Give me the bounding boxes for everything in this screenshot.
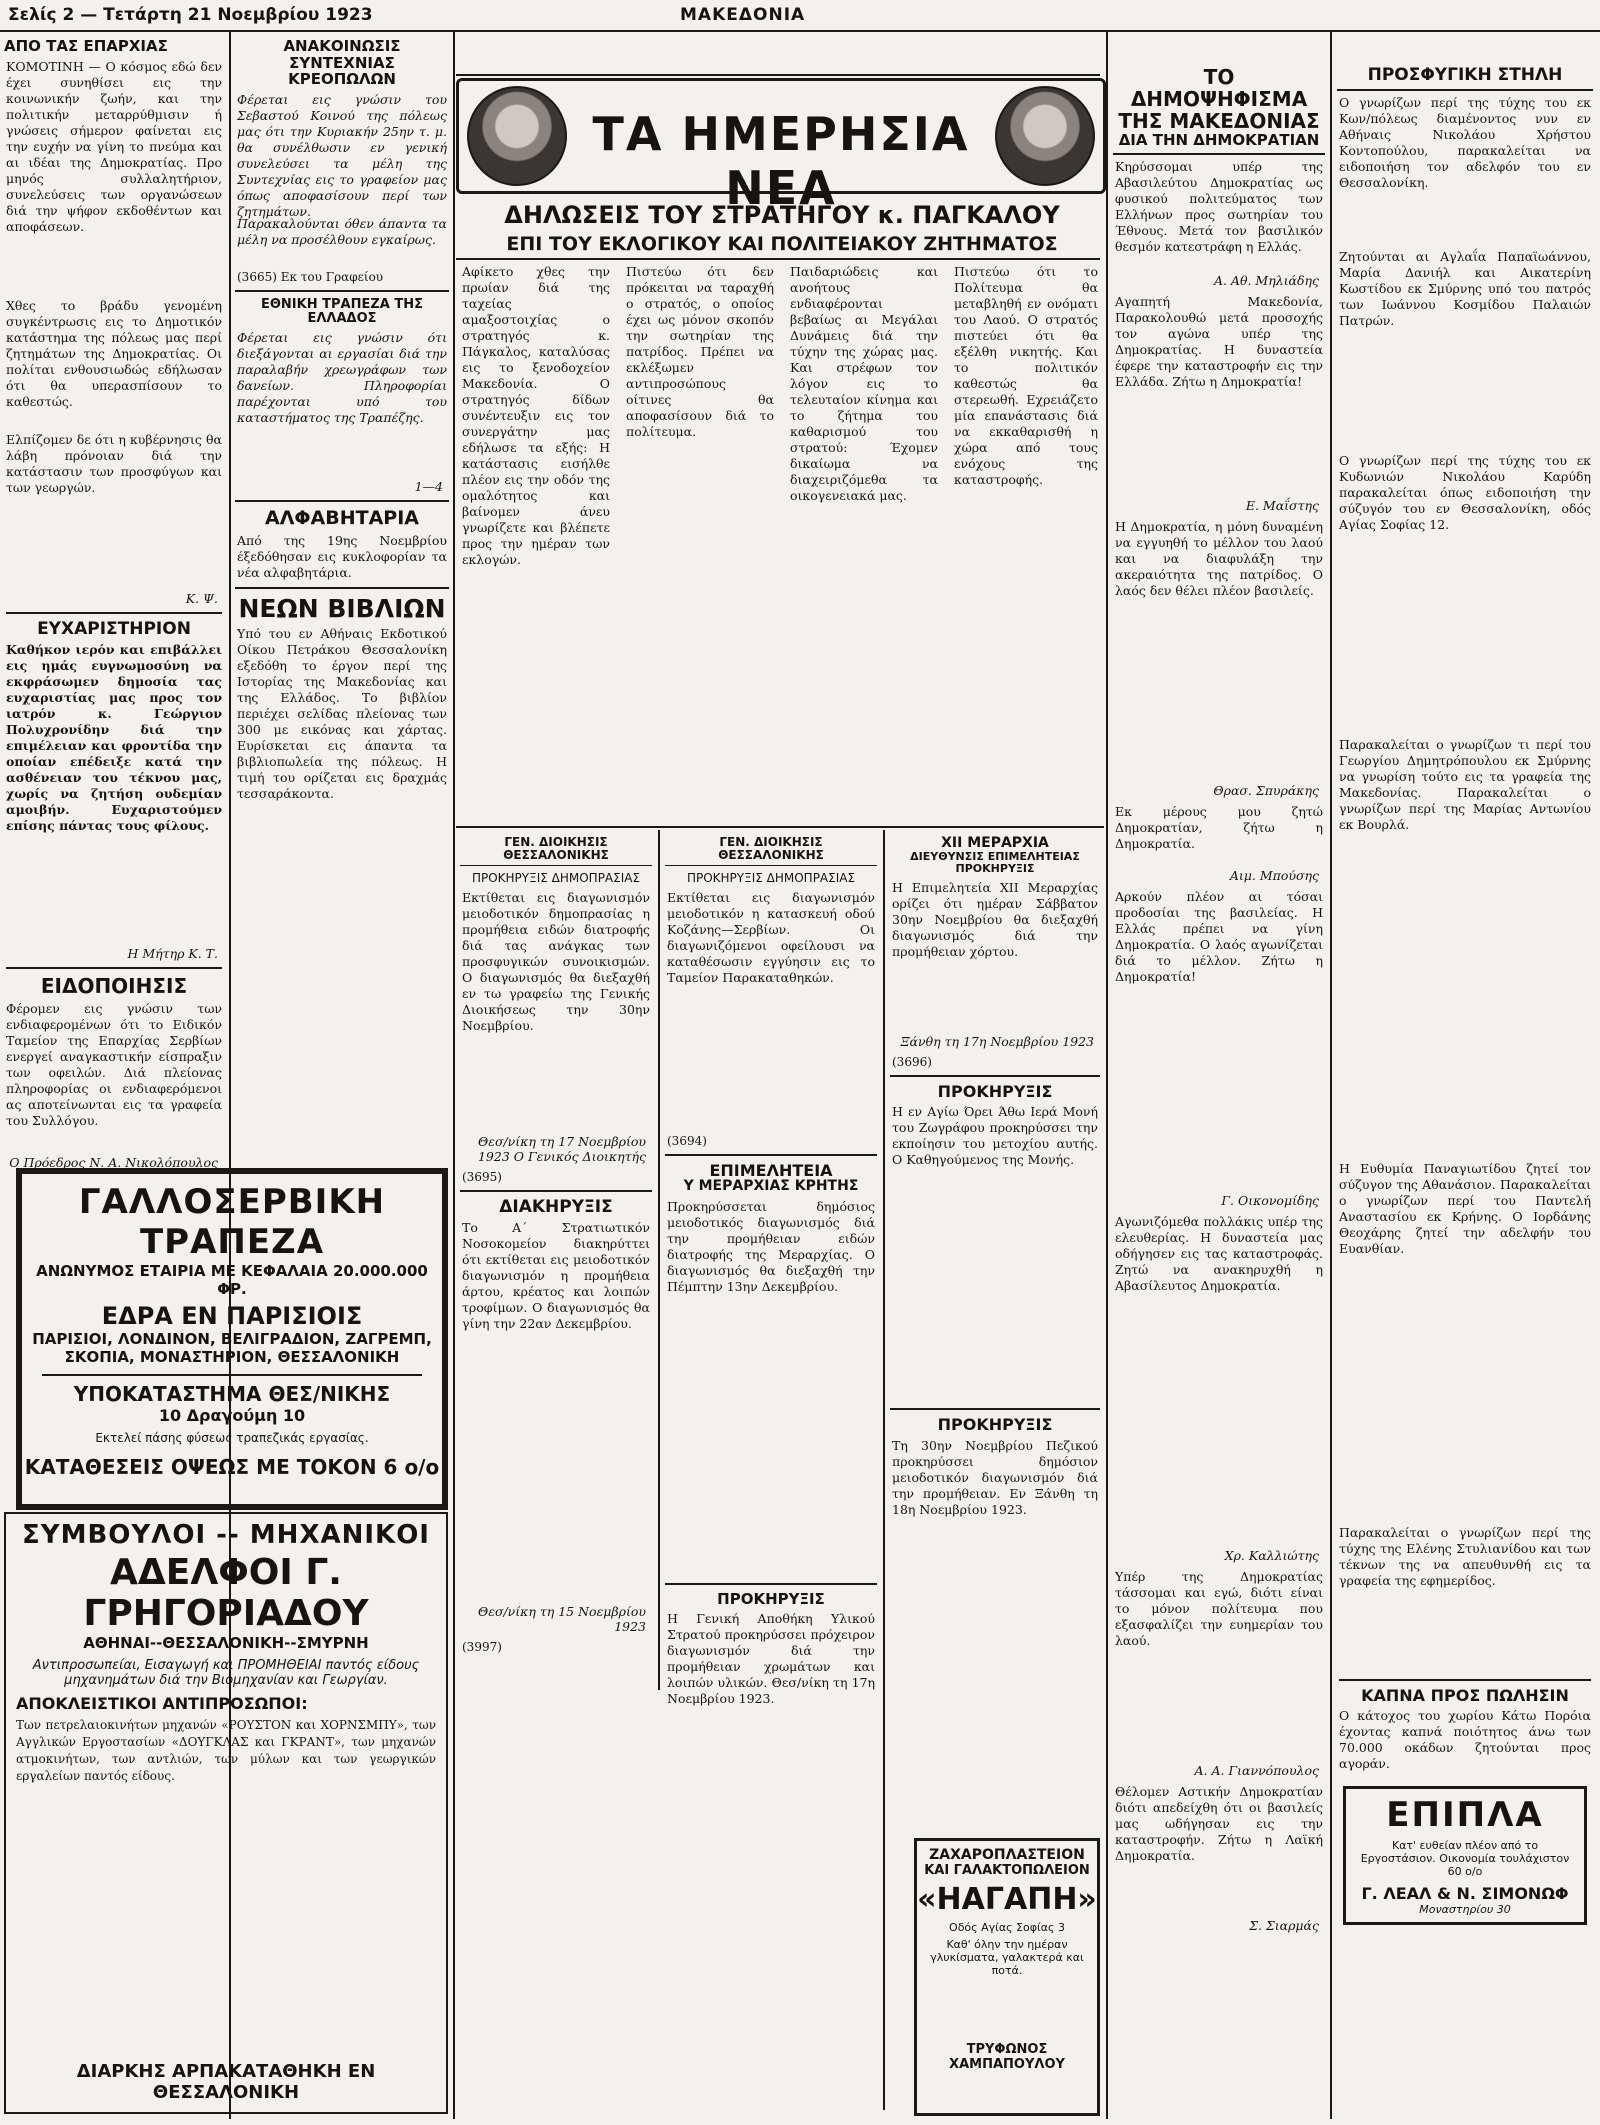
refugee-notice-2: Ζητούνται αι Αγλαΐα Παπαϊωάννου, Μαρία Δανιήλ και Αικατερίνη Κωστίδου εκ Σμύρνης υπό του πατρός των Ιωάννου Κοσμίδου Παλαιών Πατρών. [1339, 248, 1591, 328]
signature: Ε. Μαΐστης [1245, 497, 1319, 513]
ad-sweetshop [914, 1838, 1100, 2116]
article-komotini: ΚΟΜΟΤΙΝΗ — Ο κόσμος εδώ δεν έχει συνηθίσει εις την κοινωνικήν ζωήν, και την πολιτικήν μεταρρύθμισιν ή γνώσεις σήμερον φαίνεται εις την ευχήν να γίνη το πνεύμα και αι ιδέαι της Δημοκρατίας. Προ μηνός συλλαλητήριον, συνελεύσεις των οργανώσεων διά την ψήφον εκδοθέντων και αποφάσεων. [6, 58, 222, 234]
divider [6, 612, 222, 614]
heading-proclamation: ΠΡΟΚΗΡΥΞΙΣ [937, 1081, 1053, 1101]
text-infantry: Τη 30ην Νοεμβρίου Πεζικού προκηρύσσει δημόσιον μειοδοτικόν διαγωνισμόν διά την προμήθειαν. Εν Ξάνθη τη 18η Νοεμβρίου 1923. [892, 1437, 1098, 1517]
ad-number: 1—4 [414, 479, 443, 495]
bank-branch-title: ΥΠΟΚΑΤΑΣΤΗΜΑ ΘΕΣ/ΝΙΚΗΣ [73, 1382, 391, 1406]
divider [235, 290, 449, 292]
bank-name: ΓΑΛΛΟΣΕΡΒΙΚΗ ΤΡΑΠΕΖΑ [78, 1182, 386, 1262]
heading-refugee-column: ΠΡΟΣΦΥΓΙΚΗ ΣΤΗΛΗ [1337, 66, 1593, 91]
article-butchers: Φέρεται εις γνώσιν του Σεβαστού Κοινού της πόλεως μας ότι την Κυριακήν 25ην τ. μ. θα συνέλθωσιν εν γενική συνελεύσει τα μέλη της Συντεχνίας εις το γραφείον μας όπως αποφασίσουν περί των ζητημάτων. [237, 91, 447, 219]
column-rule [1106, 30, 1108, 2119]
pangalos-text-4: Πιστεύω ότι το Πολίτευμα θα μεταβληθή εν ονόματι του Λαού. Ο στρατός πιστεύει ότι θα εξέλθη νικητής. Και το πολιτικόν καθεστώς θα στερεωθή. Εχρειάζετο μία επανάστασις διά να εκκαθαρισθή η χώρα από τους ενόχους της καταστροφής. [954, 264, 1098, 487]
letter-2: Αγαπητή Μακεδονία, Παρακολουθώ μετά προσοχής τον αγώνα υπέρ της Δημοκρατίας. Η δυναστεία έφερε την καταστροφήν εις την Ελλάδα. Ζήτω η Δημοκρατία! [1115, 293, 1323, 389]
banner-top-rule [456, 34, 1100, 76]
pangalos-text-1: Αφίκετο χθες την πρωίαν διά της ταχείας αμαξοστοιχίας ο στρατηγός κ. Πάγκαλος, καταλύσας εις το ξενοδοχείον Μακεδονία. Ο στρατηγός δίδων συνέντευξιν εις τον συνεργάτην μας εδήλωσε τα εξής: Η κατάστασις εισήλθε πλέον εις την οδόν της ομαλότητος και βαίνομεν άνευ γνωρίζετε και βλέπετε προς την ημέραν των εκλογών. [462, 264, 610, 567]
letter-1: Κηρύσσομαι υπέρ της Αβασιλεύτου Δημοκρατίας ως φυσικού πολιτεύματος των Ελλήνων προς σωτηρίαν του Έθνους. Μετά τον βασιλικόν θεσμόν κατεστράφη η Ελλάς. [1115, 158, 1323, 254]
ad-franco-serbian-bank [16, 1168, 448, 1510]
heading-directorate: ΔΙΕΥΘΥΝΣΙΣ ΕΠΙΜΕΛΗΤΕΙΑΣ [910, 850, 1080, 864]
heading-macedonia: ΤΗΣ ΜΑΚΕΔΟΝΙΑΣ [1118, 109, 1320, 133]
ad-number: (3665) Εκ του Γραφείου [237, 269, 384, 284]
text-auction: Εκτίθεται εις διαγωνισμόν μειοδοτικόν η κατασκευή οδού Κοζάνης—Σερβίων. Οι διαγωνιζόμενοι οφείλουσι να καταθέσωσιν εγγύησιν εις το Ταμείον Παρακαταθηκών. [667, 889, 875, 985]
article-notice: Φέρομεν εις γνώσιν των ενδιαφερομένων ότι το Ειδικόν Ταμείον της Επαρχίας Σερβίων ενεργεί αναγκαστικήν είσπραξιν των οφειλών. Διά πλείονας πληροφορίας οι ενδιαφερόμενοι ας αποτείνωνται εις τα γραφεία του Συλλόγου. [6, 1001, 222, 1129]
heading-commissariat: ΕΠΙΜΕΛΗΤΕΙΑ [709, 1160, 833, 1180]
pangalos-col-2 [620, 264, 780, 824]
pangalos-text-3: Παιδαριώδεις και ανοήτους ενδιαφέρονται βεβαίως αι Μεγάλαι Δυνάμεις διά την τύχην της χώρας μας. Και στρέφων τον λόγον εις το τελευταίον κίνημα και το ζήτημα του καθαρισμού του στρατού: Έχομεν δικαίωμα να διαχειριζόμεθα τα οικογενειακά μας. [790, 264, 938, 503]
text-auction: Εκτίθεται εις διαγωνισμόν μειοδοτικόν δημοπρασίας η προμήθεια ειδών διατροφής διά τας ανάγκας των προσφυγικών συνοικισμών. Ο διαγωνισμός θα διεξαχθή εν τω γραφείω της Γενικής Διοικήσεως την 30ην Νοεμβρίου. [462, 889, 650, 1033]
column-rule [453, 30, 455, 2119]
eng-title: ΣΥΜΒΟΥΛΟΙ -- ΜΗΧΑΝΙΚΟΙ [22, 1520, 430, 1550]
notices-col-a [456, 830, 656, 1710]
bank-seat: ΕΔΡΑ ΕΝ ΠΑΡΙΣΙΟΙΣ [101, 1302, 363, 1330]
heading-xii-division: ΧΙΙ ΜΕΡΑΡΧΙΑ [941, 835, 1049, 851]
text-proclamation: Η Γενική Αποθήκη Υλικού Στρατού προκηρύσσει πρόχειρον διαγωνισμόν διά την προμήθειαν χρωμάτων και λοιπών υλικών. Θεσ/νίκη τη 17η Νοεμβρίου 1923. [667, 1611, 875, 1707]
text-crete-division: Προκηρύσσεται δημόσιος μειοδοτικός διαγωνισμός διά την προμήθειαν ειδών διατροφής της Μεραρχίας. Ο διαγωνισμός θα διεξαχθή την Πέμπτην 13ην Δεκεμβρίου. [667, 1198, 875, 1294]
heading-butchers: ΣΥΝΤΕΧΝΙΑΣ ΚΡΕΟΠΩΛΩΝ [288, 53, 396, 88]
ad-grigoriadou-engineers [4, 1512, 448, 2114]
signature: Σ. Σιαρμάς [1249, 1917, 1319, 1933]
portrait-left [467, 86, 567, 186]
signature: Α. Αθ. Μηλιάδης [1213, 272, 1319, 288]
letter-6: Αγωνιζόμεθα πολλάκις υπέρ της ελευθερίας. Η δυναστεία μας οδήγησεν εις τας καταστροφάς. Ζητώ να ανακηρυχθή η Αβασίλευτος Δημοκρατία. [1115, 1213, 1323, 1293]
signature: Ξάνθη τη 17η Νοεμβρίου 1923 [900, 1033, 1094, 1049]
heading-primers: ΑΛΦΑΒΗΤΑΡΙΑ [264, 507, 419, 530]
eng-services: Αντιπροσωπείαι, Εισαγωγή και ΠΡΟΜΗΘΕΙΑΙ παντός είδους μηχανημάτων διά την Βιομηχανίαν και Γεωργίαν. [32, 1658, 420, 1688]
article-thanks: Καθήκον ιερόν και επιβάλλει εις ημάς ευγνωμοσύνη να εκφράσωμεν δημοσία τας ευχαριστίας μας προς τον ιατρόν κ. Γεώργιον Πολυχρονίδην διά την επιμέλειαν και φροντίδα την οποίαν επέδειξε κατά την ασθένειαν του τέκνου μας, χωρίς να ζητήση ουδεμίαν αμοιβήν. Ευχαριστούμεν επίσης πάντας τους φίλους. [6, 642, 222, 834]
sweetshop-line-2: ΚΑΙ ΓΑΛΑΚΤΟΠΩΛΕΙΟΝ [924, 1863, 1090, 1878]
eng-depot: ΔΙΑΡΚΗΣ ΑΡΠΑΚΑΤΑΘΗΚΗ ΕΝ ΘΕΣΣΑΛΟΝΙΚΗ [76, 2061, 376, 2103]
bank-branches-1: ΠΑΡΙΣΙΟΙ, ΛΟΝΔΙΝΟΝ, ΒΕΛΙΓΡΑΔΙΟΝ, ΖΑΓΡΕΜΠ, [32, 1330, 432, 1348]
headline-electoral: ΕΠΙ ΤΟΥ ΕΚΛΟΓΙΚΟΥ ΚΑΙ ΠΟΛΙΤΕΙΑΚΟΥ ΖΗΤΗΜΑΤΟΣ [506, 233, 1058, 255]
heading-gen-admin: ΓΕΝ. ΔΙΟΙΚΗΣΙΣ ΘΕΣΣΑΛΟΝΙΚΗΣ [665, 836, 877, 866]
article-primers: Από της 19ης Νοεμβρίου έξεδόθησαν εις κυκλοφορίαν τα νέα αλφαβητάρια. [237, 532, 447, 580]
divider [665, 1154, 877, 1156]
heading-auction: ΠΡΟΚΗΡΥΞΙΣ ΔΗΜΟΠΡΑΣΙΑΣ [471, 871, 641, 886]
divider [456, 258, 1100, 260]
pangalos-col-3 [784, 264, 944, 824]
heading-auction: ΠΡΟΚΗΡΥΞΙΣ ΔΗΜΟΠΡΑΣΙΑΣ [686, 871, 856, 886]
sweetshop-text: Καθ' όλην την ημέραν γλυκίσματα, γαλακτερά και ποτά. [930, 1938, 1084, 1977]
sweetshop-owner: ΤΡΥΦΩΝΟΣ ΧΑΜΠΑΠΟΥΛΟΥ [949, 2042, 1065, 2072]
pangalos-col-1 [456, 264, 616, 824]
text-zografou: Η εν Αγίω Όρει Άθω Ιερά Μονή του Ζωγράφου προκηρύσσει την εκποίησιν του μετοχίου αυτής. Ο Καθηγούμενος της Μονής. [892, 1104, 1098, 1168]
text-declaration: Το Α΄ Στρατιωτικόν Νοσοκομείον διακηρύττει ότι εκτίθεται εις μειοδοτικόν διαγωνισμόν η προμήθεια άρτου, κρέατος και λοιπών τροφίμων. Ο διαγωνισμός θα γίνη την 22αν Δεκεμβρίου. [462, 1220, 650, 1332]
column-referendum [1109, 60, 1329, 2120]
notices-col-c [886, 830, 1104, 1830]
bank-capital: ΑΝΩΝΥΜΟΣ ΕΤΑΙΡΙΑ ΜΕ ΚΕΦΑΛΑΙΑ 20.000.000 ΦΡ. [36, 1262, 428, 1298]
signature: Θεσ/νίκη τη 17 Νοεμβρίου 1923 Ο Γενικός Διοικητής [477, 1133, 646, 1164]
letter-5: Αρκούν πλέον αι τόσαι προδοσίαι της βασιλείας. Η Ελλάς πρέπει να γίνη Δημοκρατία. Ο λαός αγωνίζεται διά το μέλλον. Ζήτω η Δημοκρατία! [1115, 888, 1323, 984]
heading-gen-admin: ΓΕΝ. ΔΙΟΙΚΗΣΙΣ ΘΕΣΣΑΛΟΝΙΚΗΣ [460, 836, 652, 866]
ad-number: (3696) [892, 1054, 932, 1069]
bank-services: Εκτελεί πάσης φύσεως τραπεζικάς εργασίας. [95, 1431, 369, 1445]
masthead-line [0, 0, 1600, 32]
column-provinces [0, 32, 228, 1171]
article-new-books: Υπό του εν Αθήναις Εκδοτικού Οίκου Πετράκου Θεσσαλονίκη εξεδόθη το έργον περί της Ιστορίας της Μακεδονίας και της Ελλάδος. Το βιβλίον περιέχει σελίδας πλείονας των 300 με εικόνας και χάρτας. Ευρίσκεται εις άπαντα τα βιβλιοπωλεία της πόλεως. Η τιμή του ορίζεται εις δραχμάς τεσσαράκοντα. [237, 626, 447, 802]
heading-proclamation: ΠΡΟΚΗΡΥΞΙΣ [717, 1589, 825, 1608]
column-refugees [1333, 60, 1597, 2120]
refugee-notice-5: Η Ευθυμία Παναγιωτίδου ζητεί τον σύζυγον της Αθανάσιον. Παρακαλείται ο γνωρίζων περί του Παντελή Αναστασίου εκ Κρήνης. Ο Ιορδάνης Θεοχάρης ζητεί την αδελφήν του Ευανθίαν. [1339, 1160, 1591, 1256]
heading-declaration: ΔΙΑΚΗΡΥΞΙΣ [499, 1196, 613, 1217]
refugee-notice-1: Ο γνωρίζων περί της τύχης του εκ Κων/πόλεως διαμένοντος νυν εν Αθήναις Νικολάου Χρήστου Κοντοπούλου, παρακαλείται να ειδοποιήση τον αδελφόν του εν Θεσσαλονίκη. [1339, 94, 1591, 190]
daily-news-title: ΤΑ ΗΜΕΡΗΣΙΑ ΝΕΑ [592, 107, 970, 215]
eng-reps-title: ΑΠΟΚΛΕΙΣΤΙΚΟΙ ΑΝΤΙΠΡΟΣΩΠΟΙ: [16, 1694, 308, 1713]
eng-reps-text: Των πετρελαιοκινήτων μηχανών «ΡΟΥΣΤΟΝ και ΧΟΡΝΣΜΠΥ», των Αγγλικών Εργοστασίων «ΔΟΥΓΚΛΑΣ και ΓΚΡΑΝΤ», των μηχανών ατμοκινήτων, των αντλιών, των μύλων και των γεωργικών εργαλείων παντός είδους. [16, 1718, 436, 1783]
heading-referendum: ΤΟ ΔΗΜΟΨΗΦΙΣΜΑ [1130, 65, 1308, 111]
text-xii-division: Η Επιμελητεία ΧΙΙ Μεραρχίας ορίζει ότι ημέραν Σάββατον 30ην Νοεμβρίου θα διεξαχθή διαγωνισμός διά την προμήθειαν χόρτου. [892, 879, 1098, 959]
masthead-date: Σελίς 2 — Τετάρτη 21 Νοεμβρίου 1923 [8, 5, 373, 25]
article-butchers-2: Παρακαλούνται όθεν άπαντα τα μέλη να προσέλθουν εγκαίρως. [237, 215, 447, 247]
heading-provinces: ΑΠΟ ΤΑΣ ΕΠΑΡΧΙΑΣ [4, 37, 168, 55]
article-komotini-2: Χθες το βράδυ γενομένη συγκέντρωσις εις το Δημοτικόν κατάστημα της πόλεως μας περί ζητημάτων της Δημοκρατίας. Οι πολίται ενθουσιωδώς εδήλωσαν ότι θα υπερασπίσουν το καθεστώς. [6, 297, 222, 409]
signature: Α. Α. Γιαννόπουλος [1194, 1762, 1319, 1778]
ad-number: (3694) [667, 1133, 707, 1148]
heading-proclamation: ΠΡΟΚΗΡΥΞΙΣ [937, 1415, 1053, 1435]
divider [460, 1190, 652, 1192]
heading-notice: ΕΙΔΟΠΟΙΗΣΙΣ [40, 974, 188, 999]
headline-pangalos: ΔΗΛΩΣΕΙΣ ΤΟΥ ΣΤΡΑΤΗΓΟΥ κ. ΠΑΓΚΑΛΟΥ [504, 201, 1060, 229]
divider [6, 967, 222, 969]
pangalos-text-2: Πιστεύω ότι δεν πρόκειται να ταραχθή ο στρατός, ο οποίος έχει ως μόνον σκοπόν την σωτηρίαν της πατρίδος. Πρέπει να εκλέξωμεν αντιπροσώπους οίτινες θα αποφασίσουν διά το πολίτευμα. [626, 264, 774, 439]
portrait-right [995, 86, 1095, 186]
eng-cities: ΑΘΗΝΑΙ--ΘΕΣΣΑΛΟΝΙΚΗ--ΣΜΥΡΝΗ [83, 1634, 369, 1652]
masthead-title: ΜΑΚΕΔΟΝΙΑ [680, 5, 806, 25]
furniture-address: Μοναστηρίου 30 [1419, 1903, 1511, 1917]
ad-number: (3695) [462, 1169, 502, 1184]
refugee-notice-4: Παρακαλείται ο γνωρίζων τι περί του Γεωργίου Δημητρόπουλου εκ Σμύρνης να γνωρίση τούτο εις τα γραφεία της Μακεδονίας. Παρακαλείται ο γνωρίζων περί της Μαρίας Αντωνίου εκ Βουρλά. [1339, 736, 1591, 832]
heading-tobacco-for-sale: ΚΑΠΝΑ ΠΡΟΣ ΠΩΛΗΣΙΝ [1361, 1685, 1569, 1705]
notices-col-b [661, 830, 881, 2120]
divider [890, 1075, 1100, 1077]
sweetshop-address: Οδός Αγίας Σοφίας 3 [949, 1921, 1065, 1934]
heading-national-bank: ΕΘΝΙΚΗ ΤΡΑΠΕΖΑ ΤΗΣ ΕΛΛΑΔΟΣ [261, 296, 423, 326]
ad-furniture [1343, 1786, 1587, 1925]
bank-deposits: ΚΑΤΑΘΕΣΕΙΣ ΟΨΕΩΣ ΜΕ ΤΟΚΟΝ 6 ο/ο [24, 1455, 440, 1479]
signature: Γ. Οικονομίδης [1221, 1192, 1319, 1208]
divider [235, 500, 449, 502]
pangalos-col-4 [948, 264, 1104, 824]
heading-for-democracy: ΔΙΑ ΤΗΝ ΔΗΜΟΚΡΑΤΙΑΝ [1113, 132, 1325, 155]
letter-4: Εκ μέρους μου ζητώ Δημοκρατίαν, ζήτω η Δημοκρατία. [1115, 803, 1323, 851]
divider [890, 1408, 1100, 1410]
article-komotini-3: Ελπίζομεν δε ότι η κυβέρνησις θα λάβη πρόνοιαν διά την κατάστασιν των προσφύγων και των γεωργών. [6, 431, 222, 495]
divider [456, 826, 1104, 828]
signature: Η Μήτηρ Κ. Τ. [127, 946, 218, 962]
heading-proclamation: ΠΡΟΚΗΡΥΞΙΣ [955, 862, 1035, 876]
signature: Θεσ/νίκη τη 15 Νοεμβρίου 1923 [477, 1604, 646, 1635]
signature: Θρασ. Σπυράκης [1213, 782, 1319, 798]
refugee-notice-3: Ο γνωρίζων περί της τύχης του εκ Κυδωνιών Νικολάου Καρύδη παρακαλείται όπως ειδοποιήση την σύζυγόν του εν Θεσσαλονίκη, οδός Αγίας Σοφίας 12. [1339, 452, 1591, 532]
column-announcements [231, 32, 453, 1162]
letter-7: Υπέρ της Δημοκρατίας τάσσομαι και εγώ, διότι είναι το μόνον πολίτευμα που εξασφαλίζει την ευημερίαν του λαού. [1115, 1568, 1323, 1648]
divider [1339, 1679, 1591, 1681]
furniture-title: ΕΠΙΠΛΑ [1386, 1795, 1544, 1836]
divider [235, 587, 449, 589]
column-rule [658, 830, 660, 1690]
tobacco-text: Ο κάτοχος του χωρίου Κάτω Πορόια έχοντας καπνά ποιότητος άνω των 70.000 οκάδων ζητούνται προς αγοράν. [1339, 1708, 1591, 1772]
column-rule [1330, 30, 1332, 2119]
signature: Ο Πρόεδρος Ν. Α. Νικολόπουλος [9, 1155, 218, 1171]
signature: Κ. Ψ. [185, 590, 218, 606]
heading-new-books: ΝΕΩΝ ΒΙΒΛΙΩΝ [238, 593, 446, 623]
bank-branches-2: ΣΚΟΠΙΑ, ΜΟΝΑΣΤΗΡΙΟΝ, ΘΕΣΣΑΛΟΝΙΚΗ [64, 1348, 400, 1366]
bank-branch-address: 10 Δραγούμη 10 [158, 1406, 306, 1425]
column-rule [883, 830, 885, 2110]
signature: Αιμ. Μπούσης [1229, 867, 1319, 883]
refugee-notice-6: Παρακαλείται ο γνωρίζων περί της τύχης της Ελένης Στυλιανίδου και των τέκνων της να απευθυνθή εις τα γραφεία της εφημερίδος. [1339, 1524, 1591, 1588]
eng-company: ΑΔΕΛΦΟΙ Γ. ΓΡΗΓΟΡΙΑΔΟΥ [83, 1552, 369, 1634]
heading-thanks: ΕΥΧΑΡΙΣΤΗΡΙΟΝ [37, 618, 191, 639]
letter-3: Η Δημοκρατία, η μόνη δυναμένη να εγγυηθή το μέλλον του λαού και να διαφυλάξη την ακεραιότητα της πατρίδος. Ο λαός δεν θέλει πλέον βασιλείς. [1115, 518, 1323, 598]
heading-crete-division: Υ ΜΕΡΑΡΧΙΑΣ ΚΡΗΤΗΣ [683, 1178, 859, 1195]
divider [665, 1583, 877, 1585]
ad-number: (3997) [462, 1640, 502, 1655]
signature: Χρ. Καλλιώτης [1224, 1547, 1319, 1563]
letter-8: Θέλομεν Αστικήν Δημοκρατίαν διότι απεδείχθη ότι οι βασιλείς μας ωδήγησαν εις την καταστροφήν. Ζήτω η Λαϊκή Δημοκρατία. [1115, 1783, 1323, 1863]
article-national-bank: Φέρεται εις γνώσιν ότι διεξάγονται αι εργασίαι διά την παραλαβήν χρεωγράφων των δανείων. Πληροφορίαι παρέχονται υπό του καταστήματος της Τραπέζης. [237, 330, 447, 426]
sweetshop-line-1: ΖΑΧΑΡΟΠΛΑΣΤΕΙΟΝ [929, 1847, 1085, 1863]
heading-announcement: ΑΝΑΚΟΙΝΩΣΙΣ [283, 37, 401, 55]
furniture-company: Γ. ΛΕΑΛ & Ν. ΣΙΜΟΝΩΦ [1361, 1884, 1569, 1904]
furniture-text: Κατ' ευθείαν πλέον από το Εργοστάσιον. Οικονομία τουλάχιστον 60 ο/ο [1360, 1839, 1570, 1879]
sweetshop-name: «ΗΑΓΑΠΗ» [917, 1882, 1097, 1917]
